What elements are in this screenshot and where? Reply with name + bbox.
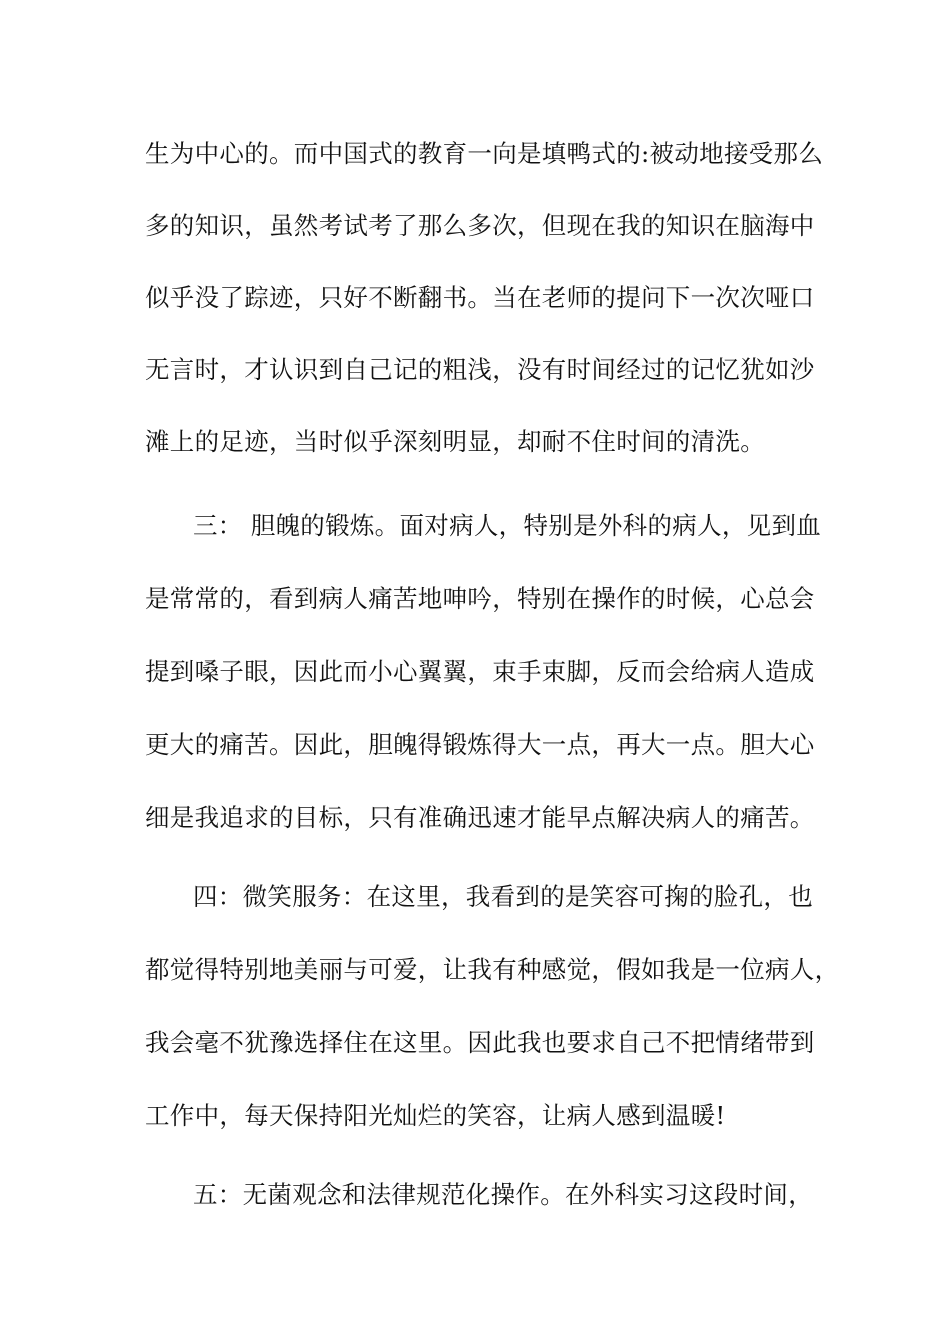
text-line: 我会毫不犹豫选择住在这里。因此我也要求自己不把情绪带到 xyxy=(145,1028,815,1057)
paragraph-start-line: 四：微笑服务：在这里，我看到的是笑容可掬的脸孔，也 xyxy=(193,882,813,911)
paragraph-start-line: 五：无菌观念和法律规范化操作。在外科实习这段时间， xyxy=(193,1180,813,1209)
text-line: 更大的痛苦。因此，胆魄得锻炼得大一点，再大一点。胆大心 xyxy=(145,730,815,759)
text-line: 提到嗓子眼，因此而小心翼翼，束手束脚，反而会给病人造成 xyxy=(145,657,815,686)
text-line: 滩上的足迹，当时似乎深刻明显，却耐不住时间的清洗。 xyxy=(145,427,765,456)
text-line: 似乎没了踪迹，只好不断翻书。当在老师的提问下一次次哑口 xyxy=(145,283,815,312)
paragraph-start-line: 三： 胆魄的锻炼。面对病人，特别是外科的病人，见到血 xyxy=(193,511,822,540)
text-line: 无言时，才认识到自己记的粗浅，没有时间经过的记忆犹如沙 xyxy=(145,355,815,384)
text-line: 是常常的，看到病人痛苦地呻吟，特别在操作的时候，心总会 xyxy=(145,584,815,613)
text-line: 工作中，每天保持阳光灿烂的笑容，让病人感到温暖! xyxy=(145,1101,726,1130)
text-line: 都觉得特别地美丽与可爱，让我有种感觉，假如我是一位病人， xyxy=(145,955,840,984)
text-line: 生为中心的。而中国式的教育一向是填鸭式的:被动地接受那么 xyxy=(145,139,824,168)
text-line: 细是我追求的目标，只有准确迅速才能早点解决病人的痛苦。 xyxy=(145,803,815,832)
text-line: 多的知识，虽然考试考了那么多次，但现在我的知识在脑海中 xyxy=(145,211,815,240)
